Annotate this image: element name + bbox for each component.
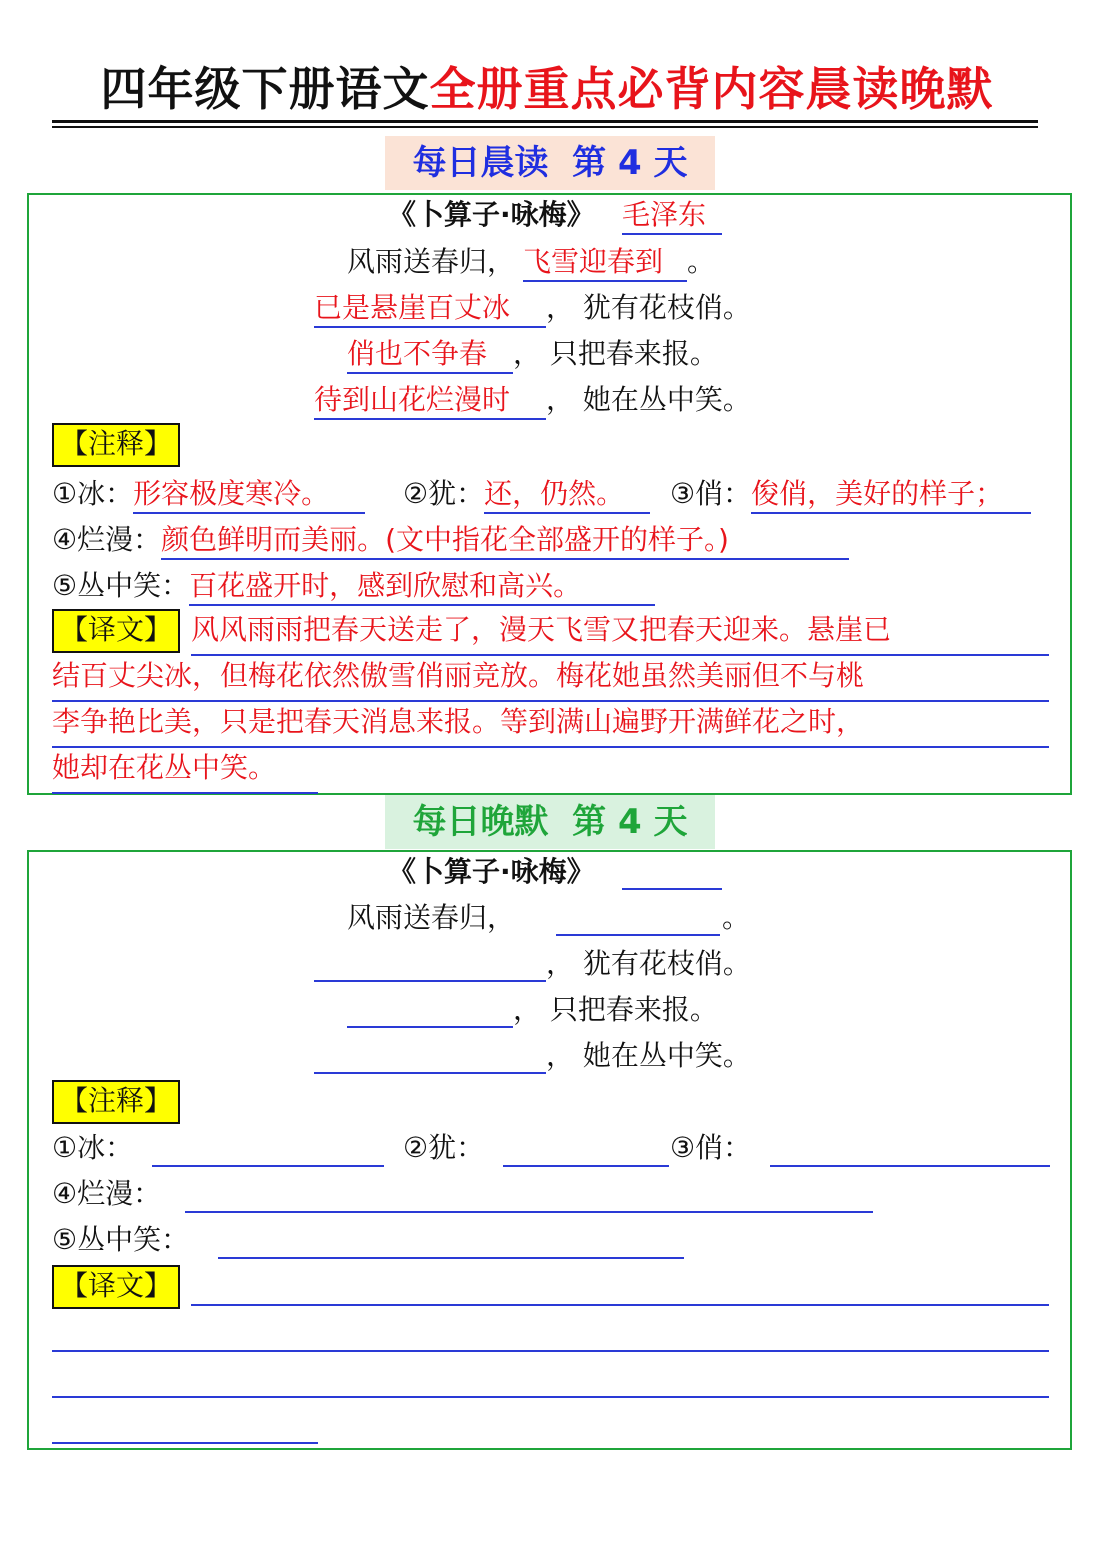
translation-line-3: 李争艳比美，只是把春天消息来报。等到满山遍野开满鲜花之时， [52, 702, 1049, 748]
evening-note-1-label: ①冰： [52, 1131, 134, 1164]
evening-note-2-label: ②犹： [403, 1131, 485, 1164]
evening-notes-tag: 【注释】 [52, 1080, 180, 1124]
note-1-blank[interactable] [152, 1165, 384, 1167]
morning-note-5 [52, 566, 655, 606]
evening-poem-title: 《卜算子·咏梅》 [388, 855, 595, 888]
line-2-given: ， 犹有花枝俏。 [546, 291, 751, 324]
translation-blank-3[interactable] [52, 1396, 1049, 1398]
note-5-label: ⑤丛中笑： [52, 569, 190, 602]
evening-poem-line-3: ， 只把春来报。 [513, 993, 718, 1026]
morning-note-1 [52, 474, 365, 514]
morning-poem-line-3 [347, 334, 718, 374]
morning-translation-tag: 【译文】 [52, 609, 180, 653]
evening-note-5-label: ⑤丛中笑： [52, 1223, 190, 1256]
morning-poem-line-1 [347, 242, 715, 282]
title-red-part: 全册重点必背内容晨读晚默 [429, 62, 994, 116]
morning-note-2 [403, 474, 650, 514]
title-rule-thick [52, 120, 1038, 123]
line-3-given: ， 只把春来报。 [513, 337, 718, 370]
morning-poem-author [622, 195, 722, 235]
note-3-answer: 俊俏，美好的样子； [751, 476, 1031, 514]
evening-poem-line-1: 风雨送春归， [347, 901, 516, 934]
note-4-blank[interactable] [185, 1211, 873, 1213]
line-4-given: ， 她在丛中笑。 [546, 383, 751, 416]
note-5-answer: 百花盛开时，感到欣慰和高兴。 [189, 568, 655, 606]
evening-line-1-end: 。 [722, 901, 751, 934]
evening-note-4-label: ④烂漫： [52, 1177, 162, 1210]
title-black-part: 四年级下册语文 [100, 62, 430, 116]
note-3-blank[interactable] [770, 1165, 1050, 1167]
morning-note-4 [52, 520, 849, 560]
translation-line-2: 结百丈尖冰，但梅花依然傲雪俏丽竞放。梅花她虽然美丽但不与桃 [52, 656, 1049, 702]
evening-poem-line-2: ， 犹有花枝俏。 [546, 947, 751, 980]
note-2-answer: 还，仍然。 [484, 476, 650, 514]
translation-line-1: 风风雨雨把春天送走了，漫天飞雪又把春天迎来。悬崖已 [191, 610, 1049, 656]
morning-poem-title: 《卜算子·咏梅》 [388, 198, 595, 231]
evening-poem-line-4: ， 她在丛中笑。 [546, 1039, 751, 1072]
evening-dictation-box [27, 850, 1072, 1450]
note-4-answer: 颜色鲜明而美丽。(文中指花全部盛开的样子。) [161, 522, 849, 560]
morning-note-3 [670, 474, 1031, 514]
note-4-label: ④烂漫： [52, 523, 162, 556]
evening-dictation-heading: 每日晚默 第 4 天 [385, 795, 715, 849]
author-answer: 毛泽东 [622, 197, 722, 235]
line-1-answer: 飞雪迎春到 [523, 244, 687, 282]
note-2-blank[interactable] [503, 1165, 669, 1167]
morning-poem-line-4 [314, 380, 751, 420]
line-1-blank[interactable] [556, 934, 720, 936]
morning-reading-heading: 每日晨读 第 4 天 [385, 136, 715, 190]
evening-note-3-label: ③俏： [670, 1131, 752, 1164]
line-3-answer: 俏也不争春 [347, 336, 513, 374]
note-1-label: ①冰： [52, 477, 134, 510]
line-1-end: 。 [687, 245, 716, 278]
page-title [52, 58, 1042, 120]
translation-blank-1[interactable] [191, 1304, 1049, 1306]
translation-line-4: 她却在花丛中笑。 [52, 748, 318, 794]
note-3-label: ③俏： [670, 477, 752, 510]
translation-blank-2[interactable] [52, 1350, 1049, 1352]
note-1-answer: 形容极度寒冷。 [133, 476, 365, 514]
morning-poem-line-2 [314, 288, 751, 328]
title-rule-thin [52, 126, 1038, 128]
morning-notes-tag: 【注释】 [52, 423, 180, 467]
evening-translation-tag: 【译文】 [52, 1265, 180, 1309]
line-3-blank[interactable] [347, 1026, 513, 1028]
note-2-label: ②犹： [403, 477, 485, 510]
line-4-blank[interactable] [314, 1072, 546, 1074]
line-1-given: 风雨送春归， [347, 245, 516, 278]
author-blank[interactable] [622, 888, 722, 890]
line-2-blank[interactable] [314, 980, 546, 982]
line-2-answer: 已是悬崖百丈冰 [314, 290, 546, 328]
line-4-answer: 待到山花烂漫时 [314, 382, 546, 420]
translation-blank-4[interactable] [52, 1442, 318, 1444]
note-5-blank[interactable] [218, 1257, 684, 1259]
